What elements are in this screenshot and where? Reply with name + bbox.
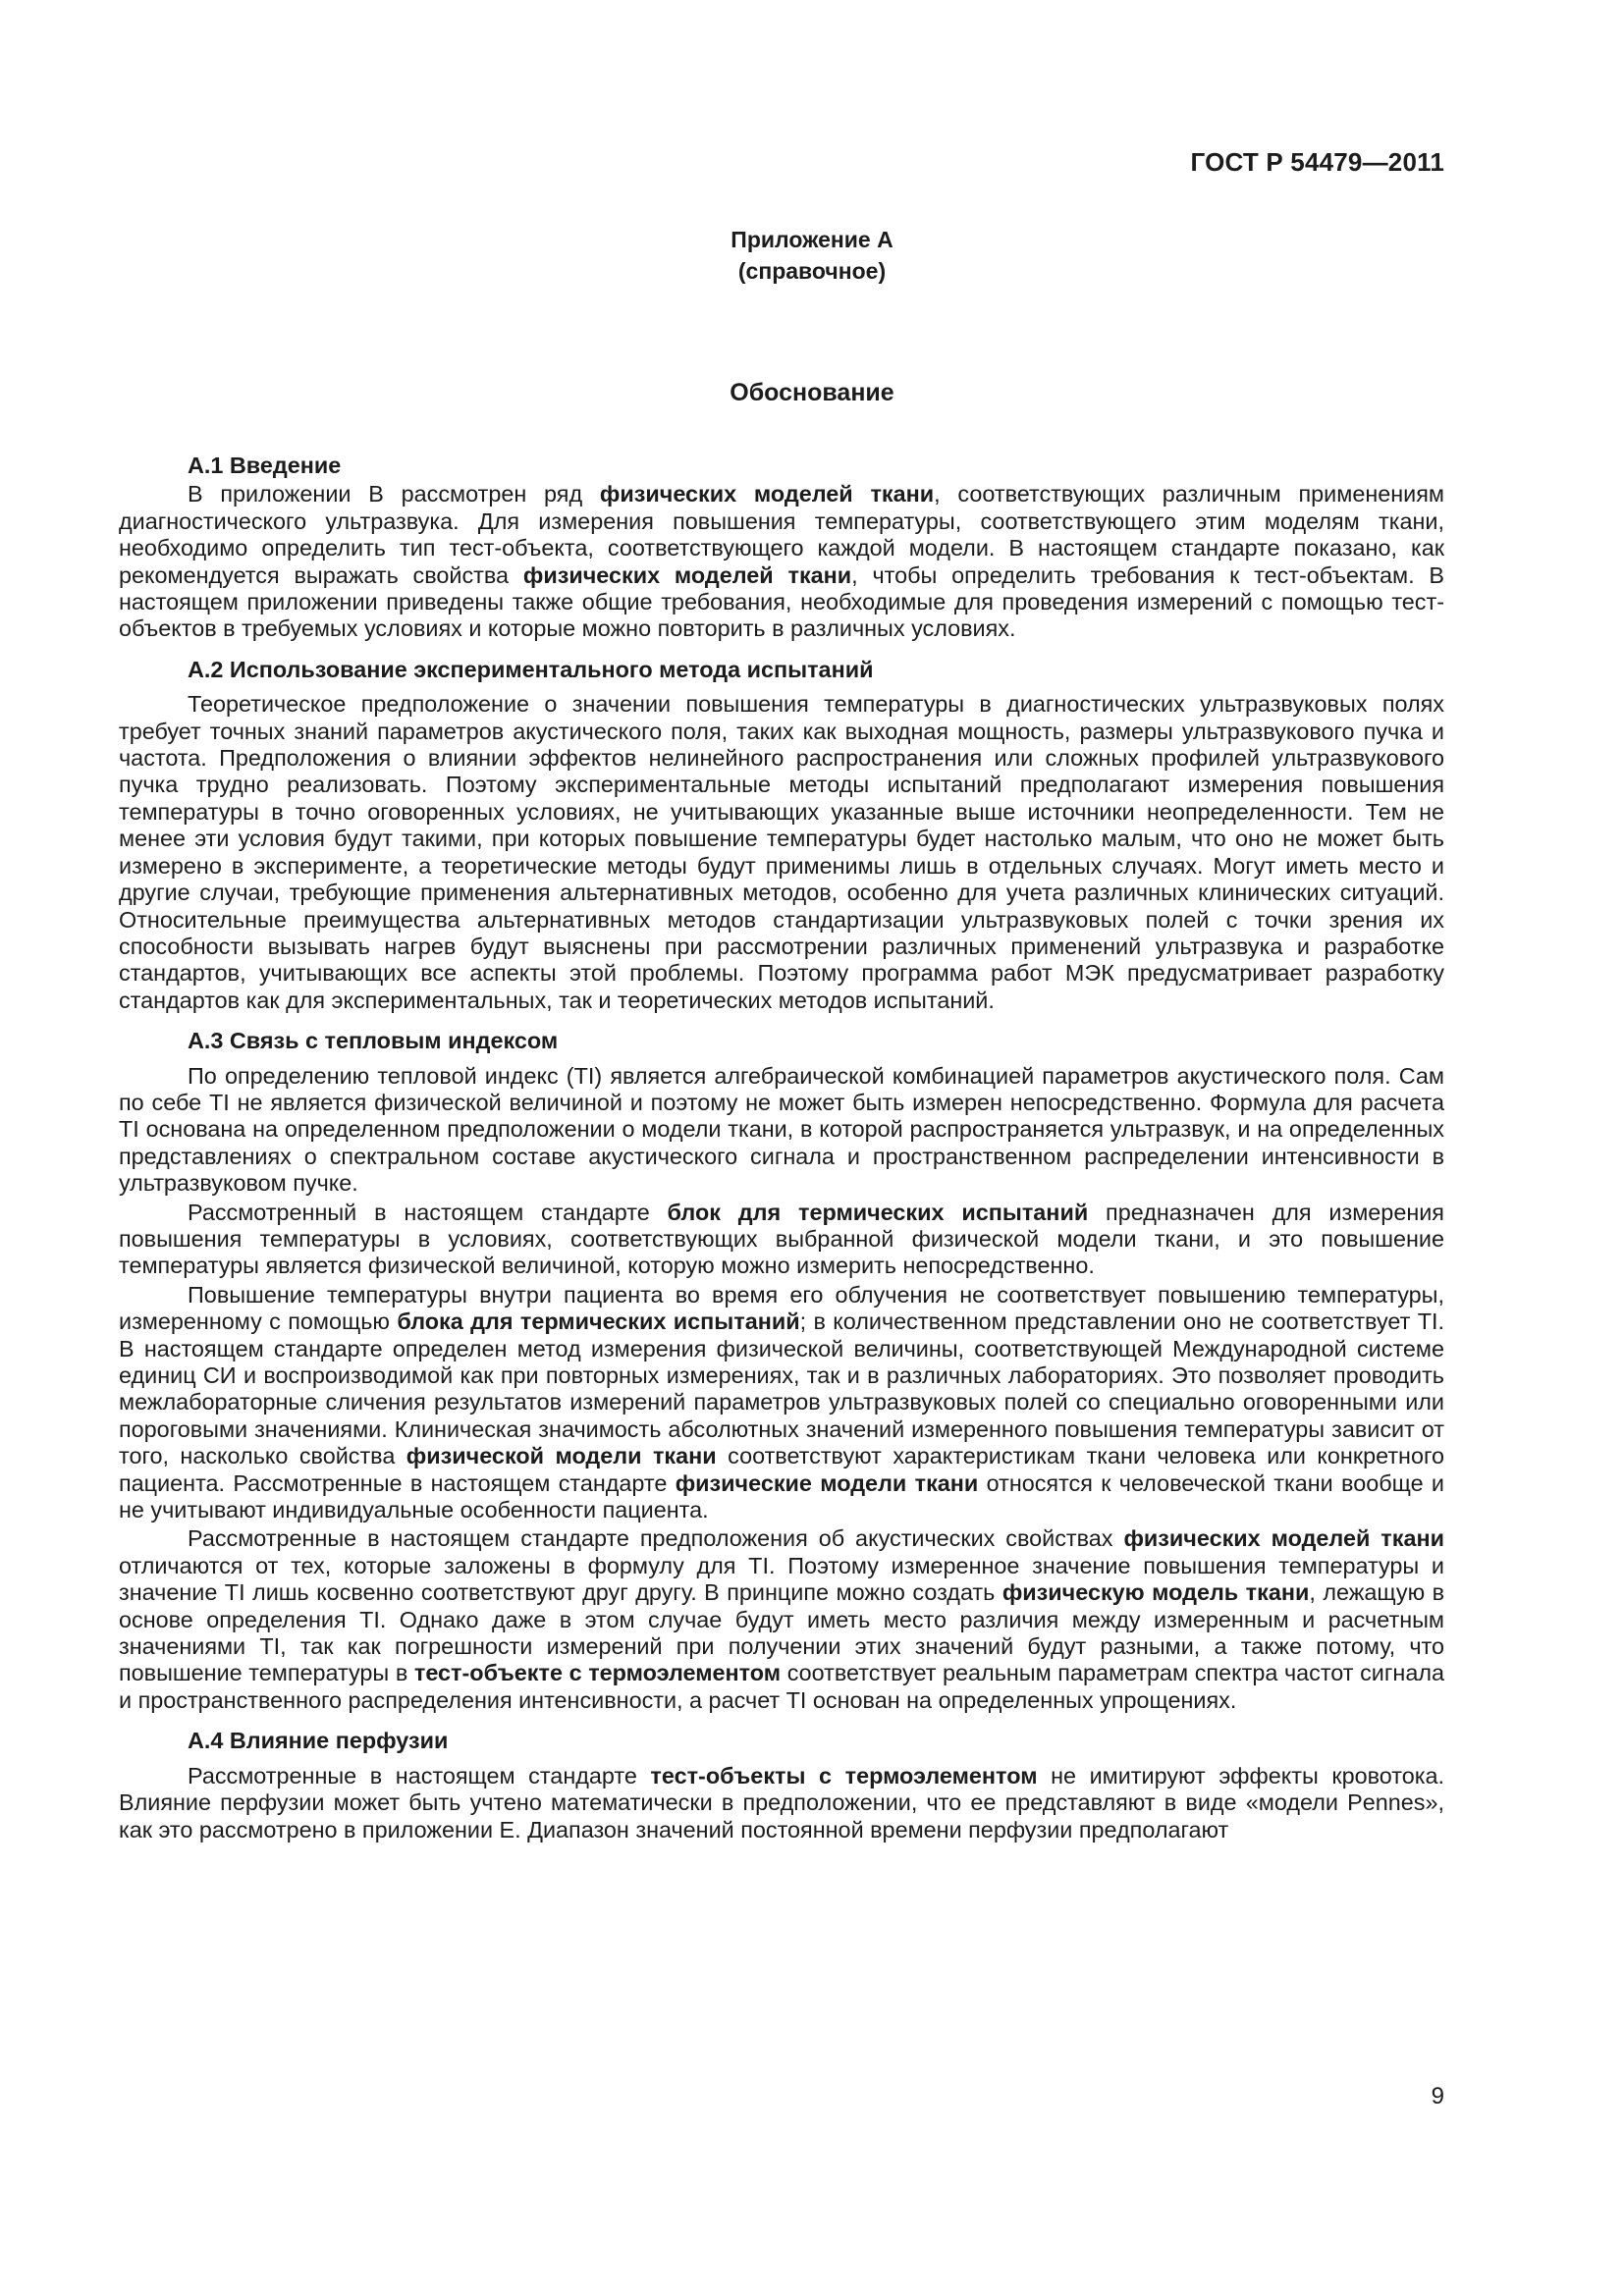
section-a2-heading: А.2 Использование экспериментального метода испытаний	[188, 656, 874, 682]
term-emphasis: физических моделей ткани	[599, 481, 935, 507]
appendix-type: (справочное)	[737, 258, 887, 284]
text-run: Рассмотренные в настоящем стандарте	[188, 1762, 651, 1789]
text-run: предназначен для измерения повышения температуры в условиях, соответствующих выбранной физической модели ткани, и это повышение температуры является физической величиной, которую можно измерить непосредственно.	[119, 1199, 1444, 1279]
section-a2-paragraph: Теоретическое предположение о значении повышения температуры в диагностических ультразвуковых полях требует точных знаний параметров акустического поля, таких как выходная мощность, размеры ультразвукового пучка и частота. Предположения о влиянии эффектов нелинейного распространения или сложных профилей ультразвукового пучка трудно реализовать. Поэтому экспериментальные методы испытаний предполагают измерения повышения температуры в точно оговоренных условиях, не учитывающих указанные выше источники неопределенности. Тем не менее эти условия будут такими, при которых повышение температуры будет настолько малым, что оно не может быть измерено в эксперименте, а теоретические методы будут применимы лишь в отдельных случаях. Могут иметь место и другие случаи, требующие применения альтернативных методов, особенно для учета различных клинических ситуаций. Относительные преимущества альтернативных методов стандартизации ультразвуковых полей с точки зрения их способности вызывать нагрев будут выяснены при рассмотрении различных применений ультразвука и разработке стандартов, учитывающих все аспекты этой проблемы. Поэтому программа работ МЭК предусматривает разработку стандартов как для экспериментальных, так и теоретических методов испытаний.	[119, 691, 1444, 1013]
term-emphasis: физическую модель ткани	[1001, 1579, 1310, 1606]
text-run: , лежащую в основе определения TI. Однако даже в этом случае будут иметь место различия между измеренным и расчетным значениями TI, так как погрешности измерений при получении этих значений будут разными, а также потому, что повышение температуры в	[119, 1579, 1445, 1686]
appendix-title: Обоснование	[730, 379, 894, 406]
section-a3-paragraph-3	[119, 1282, 1444, 1524]
text-run: , соответствующих различным применениям диагностического ультразвука. Для измерения повышения температуры, соответствующего этим моделям ткани, необходимо определить тип тест-объекта, соответствующего каждой модели. В настоящем стандарте показано, как рекомендуется выражать свойства	[119, 481, 1444, 588]
appendix-label: Приложение А	[731, 227, 893, 252]
term-emphasis: физических моделей ткани	[1123, 1525, 1444, 1552]
text-run: отличаются от тех, которые заложены в формулу для TI. Поэтому измеренное значение повышения температуры и значение TI лишь косвенно соответствуют друг другу. В принципе можно создать	[119, 1552, 1444, 1606]
document-body	[119, 453, 1444, 1843]
text-run: Рассмотренный в настоящем стандарте	[188, 1199, 668, 1225]
text-run: соответствует реальным параметрам спектра частот сигнала и пространственного распределения интенсивности, а расчет TI основан на определенных упрощениях.	[119, 1660, 1444, 1713]
appendix-header	[0, 224, 1624, 287]
section-a3-paragraph-4	[119, 1525, 1444, 1714]
section-a4-heading: А.4 Влияние перфузии	[188, 1728, 449, 1754]
term-emphasis: тест-объекты с термоэлементом	[650, 1762, 1038, 1789]
text-run: В приложении В рассмотрен ряд	[188, 481, 600, 507]
text-run: Рассмотренные в настоящем стандарте предположения об акустических свойствах	[188, 1525, 1124, 1552]
text-run: относятся к человеческой ткани вообще и не учитывают индивидуальные особенности пациента.	[119, 1469, 1444, 1523]
text-run: ; в количественном представлении оно не соответствует TI. В настоящем стандарте определен метод измерения физической величины, соответствующей Международной системе единиц СИ и воспроизводимой как при повторных измерениях, так и в различных лабораториях. Это позволяет проводить межлабораторные сличения результатов измерений параметров ультразвуковых полей со специально оговоренными или пороговыми значениями. Клиническая значимость абсолютных значений измеренного повышения температуры зависит от того, насколько свойства	[119, 1308, 1444, 1469]
text-run: не имитируют эффекты кровотока. Влияние перфузии может быть учтено математически в предположении, что ее представляют в виде «модели Pennes», как это рассмотрено в приложении Е. Диапазон значений постоянной времени перфузии предполагают	[119, 1762, 1444, 1842]
section-a1-paragraph	[119, 481, 1444, 642]
text-run: , чтобы определить требования к тест-объектам. В настоящем приложении приведены также общие требования, необходимые для проведения измерений с помощью тест-объектов в требуемых условиях и которые можно повторить в различных условиях.	[119, 561, 1444, 642]
section-a3-paragraph-1: По определению тепловой индекс (TI) является алгебраической комбинацией параметров акустического поля. Сам по себе TI не является физической величиной и поэтому не может быть измерен непосредственно. Формула для расчета TI основана на определенном предположении о модели ткани, в которой распространяется ультразвук, и на определенных представлениях о спектральном составе акустического сигнала и пространственном распределении интенсивности в ультразвуковом пучке.	[119, 1062, 1444, 1197]
term-emphasis: блок для термических испытаний	[667, 1199, 1089, 1225]
term-emphasis: тест-объекте с термоэлементом	[413, 1660, 782, 1686]
section-a3-heading: А.3 Связь с тепловым индексом	[188, 1028, 559, 1054]
term-emphasis: физической модели ткани	[406, 1443, 717, 1469]
section-a3-paragraph-2	[119, 1200, 1444, 1280]
term-emphasis: блока для термических испытаний	[397, 1308, 800, 1335]
section-a4-paragraph	[119, 1763, 1444, 1843]
section-a1-heading: А.1 Введение	[188, 453, 342, 478]
standard-number: ГОСТ Р 54479—2011	[1190, 147, 1444, 177]
term-emphasis: физических моделей ткани	[522, 561, 852, 588]
text-run: Повышение температуры внутри пациента во время его облучения не соответствует повышению температуры, измеренному с помощью	[119, 1281, 1444, 1335]
page-number: 9	[1431, 2083, 1444, 2109]
text-run: соответствуют характеристикам ткани человека или конкретного пациента. Рассмотренные в настоящем стандарте	[119, 1443, 1444, 1496]
term-emphasis: физические модели ткани	[675, 1469, 979, 1496]
